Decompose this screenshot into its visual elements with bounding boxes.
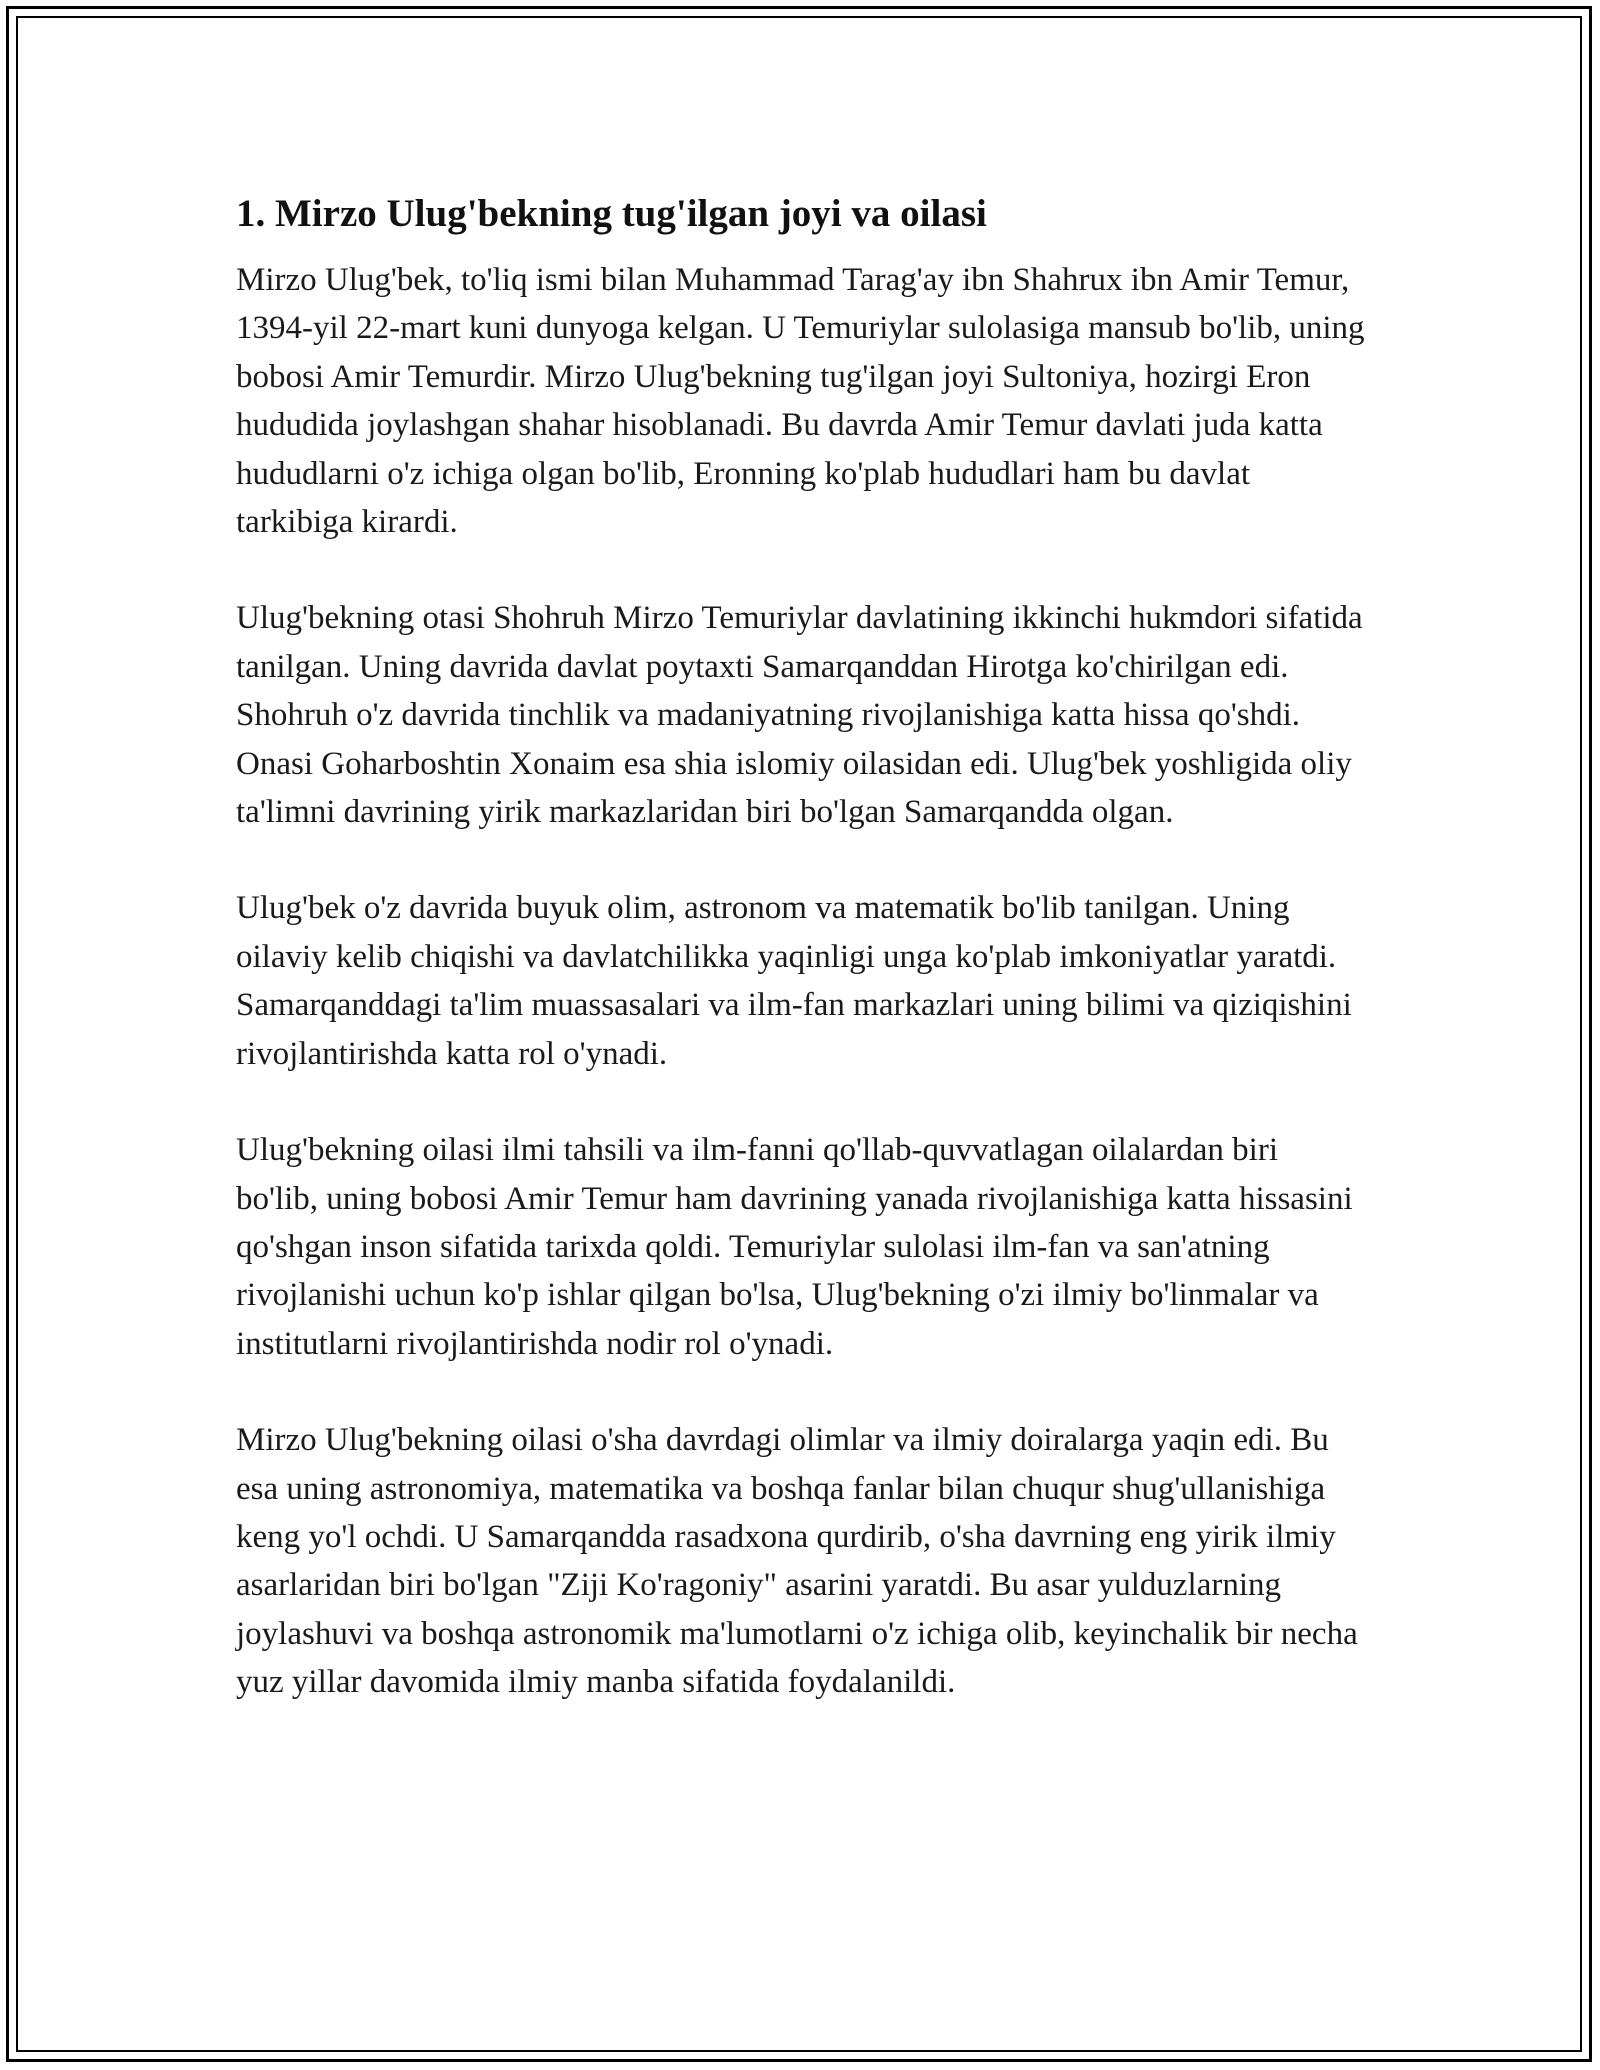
paragraph-scholar: Ulug'bek o'z davrida buyuk olim, astronom va matematik bo'lib tanilgan. Uning oilaviy kelib chiqishi va davlatchilikka yaqinligi unga ko'plab imkoniyatlar yaratdi. Samarqanddagi ta'lim muassasalari va ilm-fan markazlari uning bilimi va qiziqishini rivojlantirishda katta rol o'ynadi.: [236, 890, 1352, 1072]
paragraph-observatory: Mirzo Ulug'bekning oilasi o'sha davrdagi olimlar va ilmiy doiralarga yaqin edi. Bu esa uning astronomiya, matematika va boshqa fanlar bilan chuqur shug'ullanishiga keng yo'l ochdi. U Samarqandda rasadxona qurdirib, o'sha davrning eng yirik ilmiy asarlaridan biri bo'lgan "Ziji Ko'ragoniy" asarini yaratdi. Bu asar yulduzlarning joylashuvi va boshqa astronomik ma'lumotlarni o'z ichiga olib, keyinchalik bir necha yuz yillar davomida ilmiy manba sifatida foydalanildi.: [236, 1422, 1358, 1701]
document-body: [236, 186, 1366, 1755]
paragraph-family-science: Ulug'bekning oilasi ilmi tahsili va ilm-fanni qo'llab-quvvatlagan oilalardan biri bo'lib, uning bobosi Amir Temur ham davrining yanada rivojlanishiga katta hissasini qo'shgan inson sifatida tarixda qoldi. Temuriylar sulolasi ilm-fan va san'atning rivojlanishi uchun ko'p ishlar qilgan bo'lsa, Ulug'bekning o'zi ilmiy bo'linmalar va institutlarni rivojlantirishda nodir rol o'ynadi.: [236, 1132, 1353, 1362]
paragraph-parents: Ulug'bekning otasi Shohruh Mirzo Temuriylar davlatining ikkinchi hukmdori sifatida tanilgan. Uning davrida davlat poytaxti Samarqanddan Hirotga ko'chirilgan edi. Shohruh o'z davrida tinchlik va madaniyatning rivojlanishiga katta hissa qo'shdi. Onasi Goharboshtin Xonaim esa shia islomiy oilasidan edi. Ulug'bek yoshligida oliy ta'limni davrining yirik markazlaridan biri bo'lgan Samarqandda olgan.: [236, 600, 1363, 831]
paragraph-birth: Mirzo Ulug'bek, to'liq ismi bilan Muhammad Tarag'ay ibn Shahrux ibn Amir Temur, 1394-yil 22-mart kuni dunyoga kelgan. U Temuriylar sulolasiga mansub bo'lib, uning bobosi Amir Temurdir. Mirzo Ulug'bekning tug'ilgan joyi Sultoniya, hozirgi Eron hududida joylashgan shahar hisoblanadi. Bu davrda Amir Temur davlati juda katta hududlarni o'z ichiga olgan bo'lib, Eronning ko'plab hududlari ham bu davlat tarkibiga kirardi.: [236, 262, 1365, 541]
section-title: 1. Mirzo Ulug'bekning tug'ilgan joyi va oilasi: [236, 192, 987, 235]
